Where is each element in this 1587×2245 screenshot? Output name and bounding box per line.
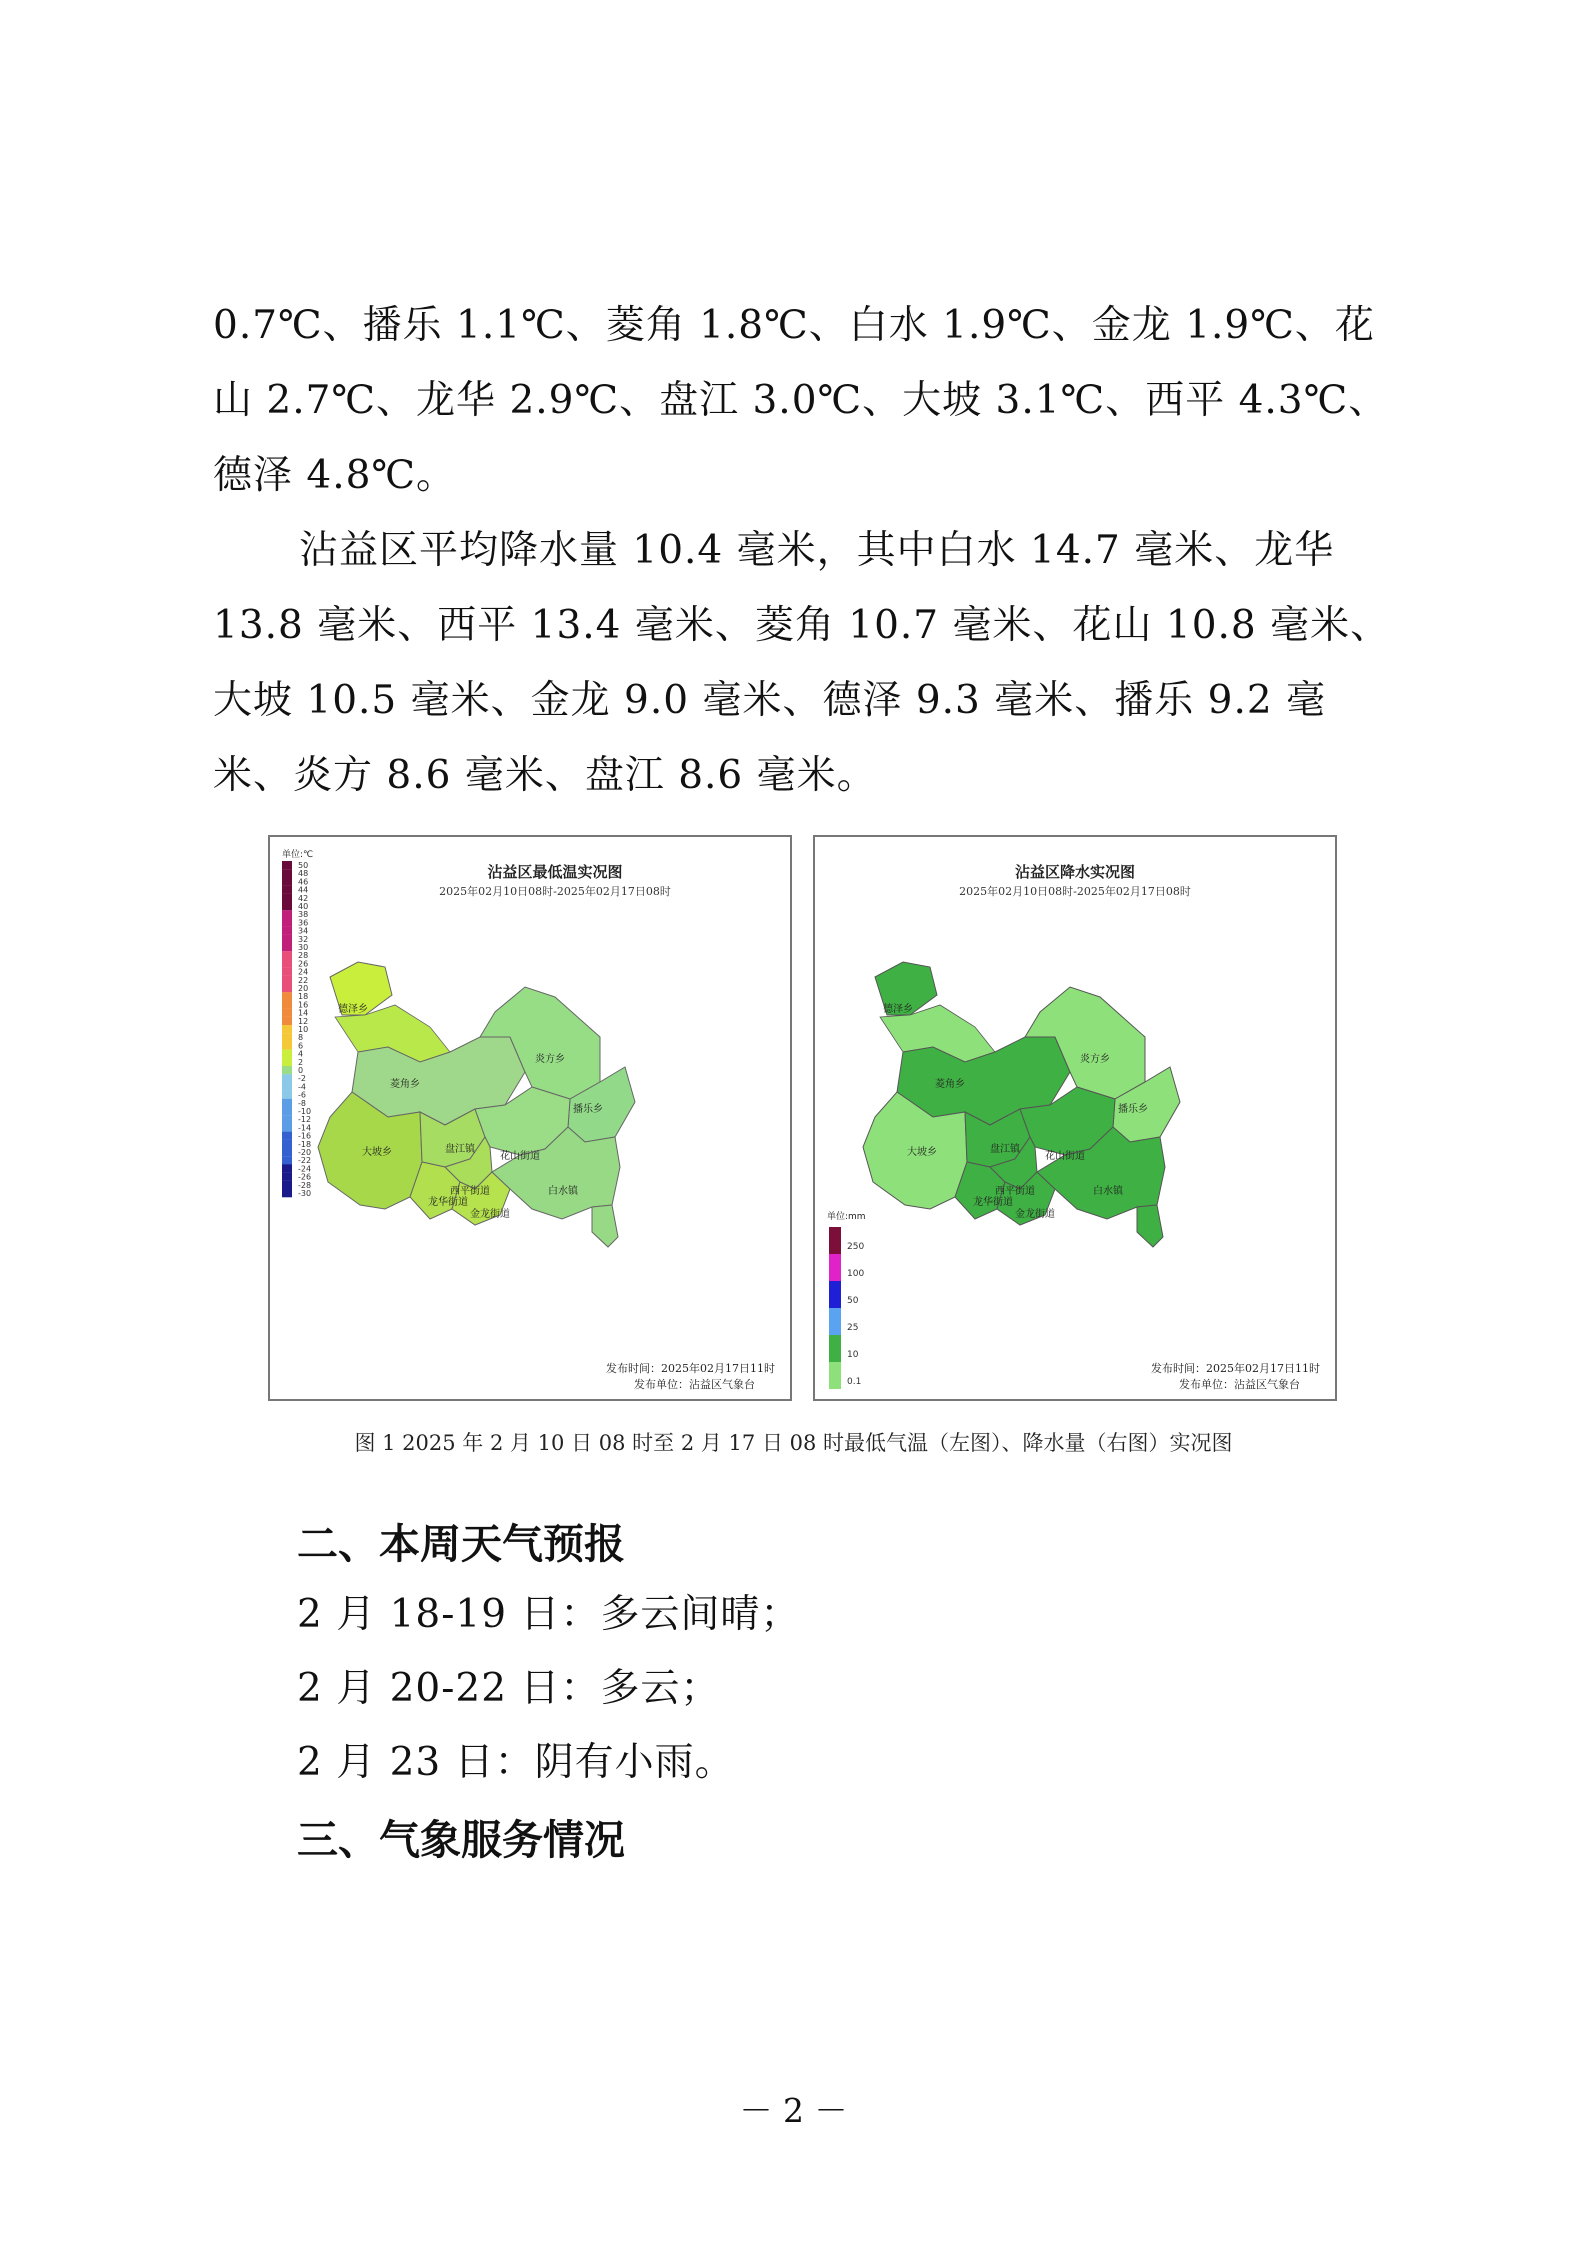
legend-label: 38	[298, 910, 309, 920]
legend-label: -18	[298, 1139, 312, 1149]
region-label: 播乐乡	[1118, 1104, 1148, 1115]
legend-swatch	[282, 877, 292, 885]
legend-swatch	[282, 902, 292, 910]
legend-swatch	[282, 1115, 292, 1123]
legend-swatch	[282, 976, 292, 984]
legend-label: 32	[298, 934, 309, 944]
map-title: 沾益区最低温实况图	[487, 863, 623, 881]
legend-label: 10	[298, 1025, 309, 1034]
region-label: 炎方乡	[1080, 1054, 1110, 1065]
region-label: 盘江镇	[445, 1144, 475, 1155]
legend-swatch	[282, 1000, 292, 1008]
map-title: 沾益区降水实况图	[1014, 863, 1136, 881]
legend-label: 50	[298, 861, 309, 870]
legend-label: -26	[298, 1172, 312, 1182]
legend-label: -20	[298, 1148, 312, 1157]
legend-swatch	[282, 1181, 292, 1189]
forecast-line: 2 月 20-22 日：多云；	[297, 1666, 721, 1711]
legend-label: 0	[298, 1066, 304, 1075]
legend-label: 100	[847, 1269, 865, 1279]
legend-unit: 单位:℃	[282, 850, 314, 860]
legend-swatch	[282, 1033, 292, 1041]
legend-label: -12	[298, 1115, 312, 1125]
legend-swatch	[282, 984, 292, 992]
legend-swatch	[829, 1254, 841, 1281]
legend-swatch	[282, 992, 292, 1000]
publish-time: 发布时间：2025年02月17日11时	[606, 1362, 775, 1375]
legend-label: -16	[298, 1131, 312, 1141]
legend-swatch	[282, 1025, 292, 1033]
legend-label: 24	[298, 967, 309, 977]
legend-swatch	[829, 1227, 841, 1254]
legend-label: 34	[298, 926, 309, 936]
precipitation-paragraph	[213, 513, 1403, 813]
legend-swatch	[282, 927, 292, 935]
legend-swatch	[282, 1074, 292, 1082]
legend-label: 8	[298, 1033, 304, 1043]
legend-label: 50	[847, 1296, 859, 1306]
legend-label: -28	[298, 1180, 312, 1190]
region-label: 德泽乡	[883, 1004, 913, 1015]
region-label: 金龙街道	[470, 1209, 510, 1220]
legend-label: 2	[298, 1057, 304, 1067]
forecast-line: 2 月 23 日：阴有小雨。	[297, 1740, 735, 1785]
legend-swatch	[282, 1041, 292, 1049]
legend-swatch	[282, 1066, 292, 1074]
page-number: － 2 －	[739, 2091, 848, 2130]
legend-swatch	[282, 1009, 292, 1017]
region-label: 德泽乡	[338, 1004, 368, 1015]
precipitation-text: 沾益区平均降水量 10.4 毫米，其中白水 14.7 毫米、龙华 13.8 毫米、西平 13.4 毫米、菱角 10.7 毫米、花山 10.8 毫米、大坡 10.5 毫米、金龙 9.0 毫米、德泽 9.3 毫米、播乐 9.2 毫米、炎方 8.6 毫米、盘江 8.6 毫米。	[213, 528, 1391, 798]
legend-swatch	[282, 1140, 292, 1148]
legend-swatch	[282, 1156, 292, 1164]
legend-label: 14	[298, 1008, 309, 1018]
legend-label: 26	[298, 959, 309, 969]
precipitation-legend	[829, 1227, 864, 1389]
legend-label: -8	[298, 1098, 306, 1108]
legend-label: 4	[298, 1049, 304, 1059]
legend-swatch	[282, 1058, 292, 1066]
section-heading-service: 三、气象服务情况	[297, 1816, 625, 1864]
legend-label: 28	[298, 951, 309, 961]
legend-label: -24	[298, 1164, 312, 1174]
region-label: 龙华街道	[428, 1197, 468, 1208]
precipitation-map	[813, 835, 1337, 1401]
legend-swatch	[282, 968, 292, 976]
region-label: 花山街道	[500, 1151, 540, 1162]
legend-swatch	[829, 1335, 841, 1362]
region-label: 菱角乡	[390, 1079, 420, 1090]
legend-label: 30	[298, 943, 309, 952]
publish-time: 发布时间：2025年02月17日11时	[1151, 1362, 1320, 1375]
forecast-line: 2 月 18-19 日：多云间晴；	[297, 1592, 801, 1637]
legend-label: 40	[298, 902, 309, 911]
legend-swatch	[282, 1189, 292, 1197]
legend-swatch	[829, 1362, 841, 1389]
legend-label: 25	[847, 1323, 859, 1333]
legend-swatch	[282, 935, 292, 943]
region-label: 白水镇	[1093, 1186, 1123, 1197]
legend-swatch	[282, 959, 292, 967]
legend-swatch	[829, 1308, 841, 1335]
legend-swatch	[282, 1123, 292, 1131]
legend-label: 46	[298, 877, 309, 887]
legend-swatch	[282, 910, 292, 918]
legend-label: 36	[298, 918, 309, 928]
region-label: 大坡乡	[362, 1147, 392, 1158]
legend-swatch	[282, 1107, 292, 1115]
region-label: 播乐乡	[573, 1104, 603, 1115]
min-temperature-map	[268, 835, 792, 1401]
map-subtitle: 2025年02月10日08时-2025年02月17日08时	[959, 885, 1191, 898]
region-label: 西平街道	[450, 1186, 490, 1197]
legend-swatch	[282, 869, 292, 877]
legend-swatch	[282, 861, 292, 869]
legend-label: 250	[847, 1242, 865, 1252]
section-heading-forecast: 二、本周天气预报	[297, 1520, 625, 1568]
legend-label: 6	[298, 1041, 304, 1051]
legend-label: -10	[298, 1107, 312, 1116]
legend-swatch	[282, 1164, 292, 1172]
map-subtitle: 2025年02月10日08时-2025年02月17日08时	[439, 885, 671, 898]
legend-label: 12	[298, 1016, 309, 1026]
legend-label: 20	[298, 984, 309, 993]
legend-label: 42	[298, 893, 309, 903]
legend-unit: 单位:mm	[827, 1212, 866, 1222]
legend-swatch	[829, 1281, 841, 1308]
legend-swatch	[282, 1050, 292, 1058]
legend-label: -22	[298, 1156, 312, 1166]
legend-swatch	[282, 951, 292, 959]
legend-swatch	[282, 1148, 292, 1156]
region-label: 白水镇	[548, 1186, 578, 1197]
legend-label: 22	[298, 975, 309, 985]
legend-swatch	[282, 1082, 292, 1090]
region-label: 西平街道	[995, 1186, 1035, 1197]
legend-label: -30	[298, 1189, 312, 1198]
legend-label: -6	[298, 1090, 306, 1100]
legend-swatch	[282, 1173, 292, 1181]
legend-label: 0.1	[847, 1377, 862, 1387]
legend-swatch	[282, 943, 292, 951]
legend-label: 18	[298, 992, 309, 1002]
legend-swatch	[282, 1099, 292, 1107]
legend-label: -4	[298, 1082, 306, 1092]
publish-unit: 发布单位：沾益区气象台	[1179, 1378, 1300, 1391]
region-label: 炎方乡	[535, 1054, 565, 1065]
figure-caption: 图 1 2025 年 2 月 10 日 08 时至 2 月 17 日 08 时最低气温（左图）、降水量（右图）实况图	[354, 1431, 1233, 1455]
legend-label: 44	[298, 885, 309, 895]
legend-swatch	[282, 1017, 292, 1025]
region-label: 盘江镇	[990, 1144, 1020, 1155]
legend-swatch	[282, 1091, 292, 1099]
legend-label: -14	[298, 1123, 312, 1133]
legend-label: -2	[298, 1074, 306, 1084]
publish-unit: 发布单位：沾益区气象台	[634, 1378, 755, 1391]
legend-label: 48	[298, 869, 309, 879]
temperature-legend	[282, 861, 311, 1198]
legend-swatch	[282, 1132, 292, 1140]
region-label: 花山街道	[1045, 1151, 1085, 1162]
legend-swatch	[282, 886, 292, 894]
region-label: 龙华街道	[973, 1197, 1013, 1208]
legend-label: 10	[847, 1350, 859, 1360]
legend-label: 16	[298, 1000, 309, 1010]
temperature-paragraph: 0.7℃、播乐 1.1℃、菱角 1.8℃、白水 1.9℃、金龙 1.9℃、花山 2.7℃、龙华 2.9℃、盘江 3.0℃、大坡 3.1℃、西平 4.3℃、德泽 4.8℃。	[213, 303, 1389, 498]
region-label: 大坡乡	[907, 1147, 937, 1158]
region-label: 菱角乡	[935, 1079, 965, 1090]
legend-swatch	[282, 918, 292, 926]
region-label: 金龙街道	[1015, 1209, 1055, 1220]
legend-swatch	[282, 894, 292, 902]
